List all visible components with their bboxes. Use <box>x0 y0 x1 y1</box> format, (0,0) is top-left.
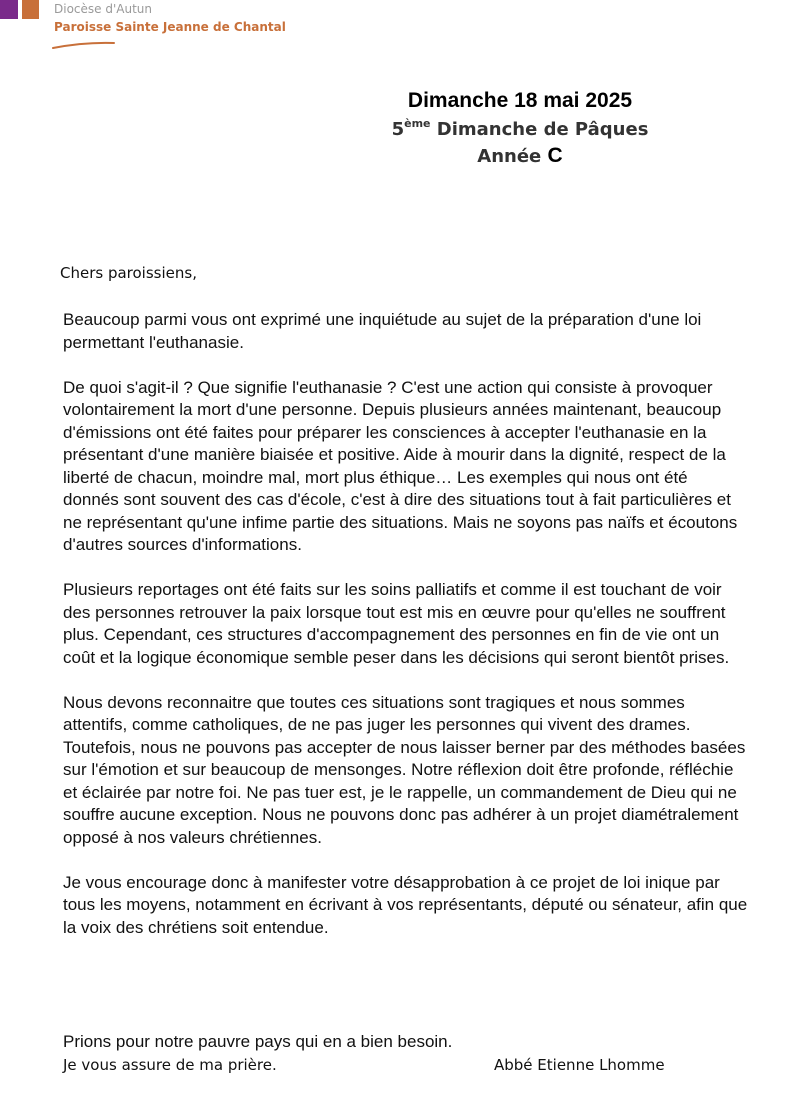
paragraph: De quoi s'agit-il ? Que signifie l'euthanasie ? C'est une action qui consiste à provoquer volontairement la mort d'une personne. Depuis plusieurs années maintenant, beaucoup d'émissions ont été faites pour préparer les consciences à accepter l'euthanasie en la présentant d'une manière biaisée et positive. Aide à mourir dans la dignité, respect de la liberté de chacun, moindre mal, mort plus éthique… Les exemples qui nous ont été donnés sont souvent des cas d'école, c'est à dire des situations tout à fait particulières et ne représentant qu'une infime partie des situations. Mais ne soyons pas naïfs et écoutons d'autres sources d'informations. <box>63 377 738 554</box>
parish-logo <box>0 0 300 56</box>
logo-parish-name: Paroisse Sainte Jeanne de Chantal <box>54 20 286 34</box>
sunday-label: Dimanche de Pâques <box>430 119 649 140</box>
logo-orange-block <box>22 0 39 19</box>
signature: Abbé Etienne Lhomme <box>494 1056 665 1074</box>
year-letter: C <box>547 144 563 167</box>
paragraph: Nous devons reconnaitre que toutes ces situations sont tragiques et nous sommes attentifs, comme catholiques, de ne pas juger les personnes qui vivent des drames. Toutefois, nous ne pouvons pas accepter de nous laisser berner par des méthodes basées sur l'émotion et sur beaucoup de mensonges. Notre réflexion doit être profonde, réfléchie et éclairée par notre foi. Ne pas tuer est, je le rappelle, un commandement de Dieu qui ne souffre aucune exception. Nous ne pouvons donc pas adhérer à un projet diamétralement opposé à nos valeurs chrétiennes. <box>63 692 746 847</box>
letter-header <box>300 88 740 170</box>
closing-prayer: Prions pour notre pauvre pays qui en a bien besoin. <box>63 1032 453 1051</box>
year-label: Année <box>477 146 548 167</box>
logo-swoosh-icon <box>52 40 116 50</box>
paragraph: Plusieurs reportages ont été faits sur les soins palliatifs et comme il est touchant de voir des personnes retrouver la paix lorsque tout est mis en œuvre pour qu'elles ne souffrent plus. Cependant, ces structures d'accompagnement des personnes en fin de vie ont un coût et la logique économique semble peser dans les décisions qui seront bientôt prises. <box>63 580 730 667</box>
letter-date: Dimanche 18 mai 2025 <box>407 89 633 112</box>
liturgical-year <box>300 143 740 170</box>
letter-greeting: Chers paroissiens, <box>60 264 197 282</box>
sunday-suffix: ème <box>404 117 431 130</box>
closing-assurance: Je vous assure de ma prière. <box>63 1056 277 1074</box>
liturgical-sunday <box>300 117 740 143</box>
sunday-number: 5 <box>391 119 405 140</box>
logo-diocese-name: Diocèse d'Autun <box>54 2 152 16</box>
paragraph: Beaucoup parmi vous ont exprimé une inquiétude au sujet de la préparation d'une loi permettant l'euthanasie. <box>63 310 702 352</box>
paragraph: Je vous encourage donc à manifester votre désapprobation à ce projet de loi inique par tous les moyens, notamment en écrivant à vos représentants, député ou sénateur, afin que la voix des chrétiens soit entendue. <box>63 872 748 937</box>
letter-body <box>63 309 748 962</box>
logo-purple-block <box>0 0 18 19</box>
